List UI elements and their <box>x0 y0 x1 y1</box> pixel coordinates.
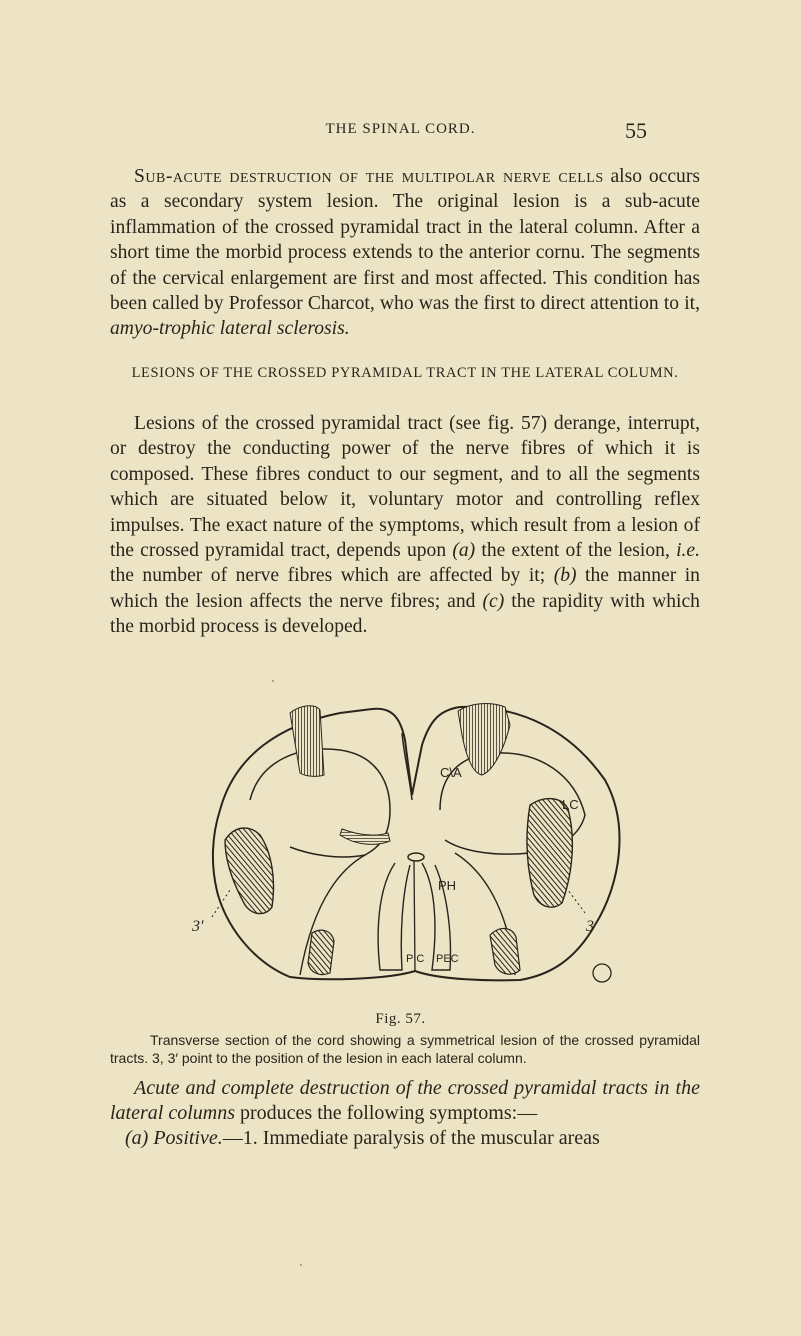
paragraph-text: —1. Immediate paralysis of the muscular areas <box>222 1127 600 1149</box>
central-canal <box>408 853 424 861</box>
paragraph-lesions <box>110 411 700 640</box>
enum-a: (a) <box>452 540 476 562</box>
label-ca: C\A <box>440 765 462 780</box>
label-3-prime: 3′ <box>192 918 204 935</box>
italic-term: amyo-trophic lateral sclerosis. <box>110 318 350 340</box>
smallcaps-lead: Sub-acute destruction of the multipolar nerve cells <box>134 166 604 187</box>
spinal-cord-figure <box>190 685 630 1005</box>
paragraph-sub-acute <box>110 164 700 342</box>
paragraph-text: the number of nerve fibres which are affected by it; <box>110 565 546 587</box>
paragraph-text: also occurs as a secondary system lesion. The original lesion is a sub-acute inflammation of the crossed pyramidal tract in the lateral column. After a short time the morbid process extends to the anterior cornu. The segments of the cervical enlargement are first and most affected. This condition has been called by Professor Charcot, who was the first to direct attention to it, <box>110 166 701 315</box>
label-3: 3 <box>586 918 594 935</box>
label-lc: LC <box>562 797 579 812</box>
anterior-column-right <box>458 704 510 775</box>
lesion-right-posterior <box>490 928 520 974</box>
pointer-line-3prime <box>212 890 230 917</box>
section-heading: LESIONS OF THE CROSSED PYRAMIDAL TRACT IN THE LATERAL COLUMN. <box>131 365 679 381</box>
italic-lead: Acute and complete destruction of the crossed pyramidal tracts in the lateral columns <box>110 1077 700 1124</box>
label-pic: PIC <box>406 953 425 965</box>
paragraph-text: the rapidity with which the morbid process is developed. <box>110 590 700 638</box>
anterior-fissure <box>402 733 412 800</box>
anterior-column-left <box>290 706 324 777</box>
lesion-left-posterior <box>308 930 334 974</box>
running-head: THE SPINAL CORD. <box>325 121 476 137</box>
enum-b: (b) <box>553 565 577 587</box>
anterior-commissure <box>340 829 390 844</box>
lesion-left-lateral <box>225 828 274 914</box>
positive-label: (a) Positive. <box>125 1127 223 1149</box>
paper-speck <box>272 680 274 682</box>
paragraph-acute <box>110 1076 700 1151</box>
paragraph-text: the manner in which the lesion affects the nerve fibres; and <box>110 565 700 612</box>
right-posterior-root-circle <box>593 964 611 982</box>
paragraph-text: the extent of the lesion, <box>481 540 670 562</box>
figure-label: Fig. 57. <box>375 1011 426 1027</box>
paragraph-text: Lesions of the crossed pyramidal tract (see fig. 57) derange, interrupt, or destroy the conducting power of the nerve fibres of which it is composed. These fibres conduct to our segment, and to all the segments which are situated below it, voluntary motor and controlling reflex impulses. The exact nature of the symptoms, which result from a lesion of the crossed pyramidal tract, depends upon <box>110 413 700 562</box>
label-ph: PH <box>438 878 457 893</box>
enum-c: (c) <box>482 590 505 612</box>
abbrev-ie: i.e. <box>676 540 700 562</box>
page-number: 55 <box>625 118 647 143</box>
indent <box>110 1127 125 1149</box>
label-pec: PEC <box>436 953 459 965</box>
figure-caption: Transverse section of the cord showing a symmetrical lesion of the crossed pyramidal tracts. 3, 3′ point to the position of the lesion in each lateral column. <box>110 1032 700 1066</box>
paper-speck <box>300 1264 302 1266</box>
pointer-line-3 <box>568 890 585 913</box>
lesion-right-lateral <box>527 799 572 908</box>
paragraph-text: produces the following symptoms:— <box>240 1102 538 1124</box>
